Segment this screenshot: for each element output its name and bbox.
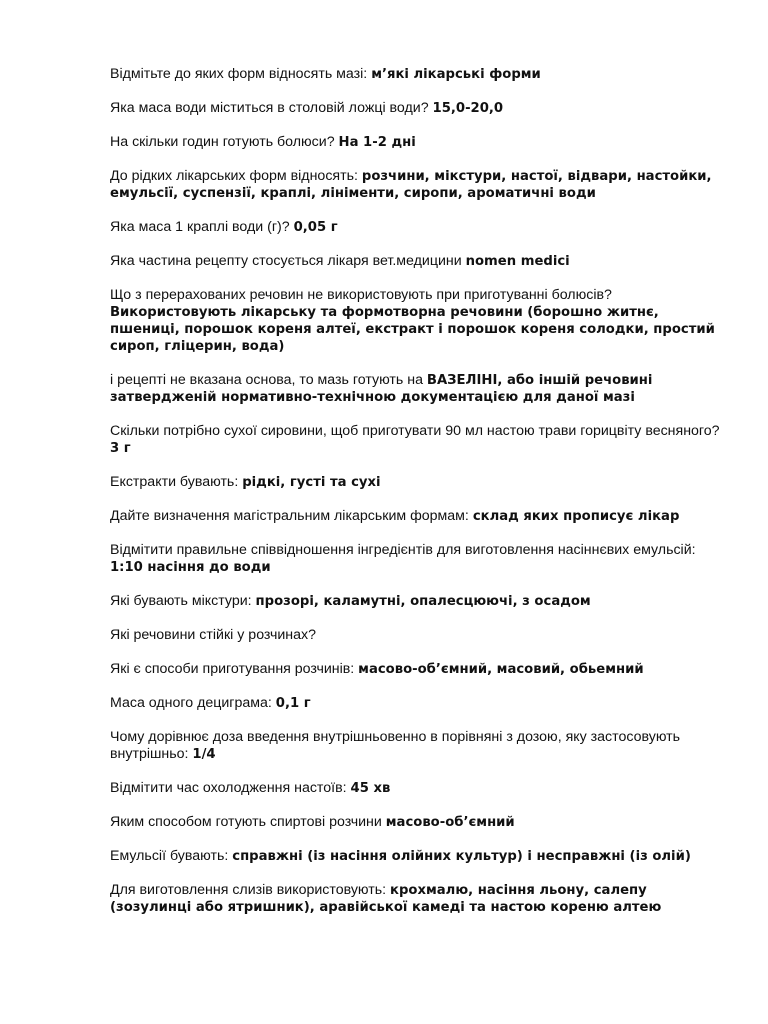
qa-item xyxy=(110,134,725,151)
qa-item xyxy=(110,168,725,202)
qa-item xyxy=(110,627,725,644)
question-text: Скільки потрібно сухої сировини, щоб приготувати 90 мл настою трави горицвіту весняного? xyxy=(110,423,720,439)
answer-text: прозорі, каламутні, опалесцюючі, з осадом xyxy=(255,594,591,609)
answer-text: ВАЗЕЛІНІ, або іншій речовині затвердженій нормативно-технічною документацією для даної мазі xyxy=(110,373,653,405)
qa-item xyxy=(110,508,725,525)
qa-item xyxy=(110,882,725,916)
question-text: До рідких лікарських форм відносять: xyxy=(110,168,362,184)
question-text: Яка маса 1 краплі води (г)? xyxy=(110,219,294,235)
answer-text: рідкі, густі та сухі xyxy=(242,475,381,490)
question-text: Яким способом готують спиртові розчини xyxy=(110,814,386,830)
qa-item xyxy=(110,814,725,831)
document-body xyxy=(110,66,725,933)
qa-item xyxy=(110,253,725,270)
question-text: Які речовини стійкі у розчинах? xyxy=(110,627,316,643)
question-text: Чому дорівнює доза введення внутрішньовенно в порівняні з дозою, яку застосовують внутрішньо: xyxy=(110,729,681,762)
question-text: Екстракти бувають: xyxy=(110,474,243,490)
answer-text: 0,05 г xyxy=(293,220,338,235)
question-text: Яка маса води міститься в столовій ложці води? xyxy=(110,100,433,116)
qa-item xyxy=(110,661,725,678)
qa-item xyxy=(110,848,725,865)
question-text: і рецепті не вказана основа, то мазь готують на xyxy=(110,372,427,388)
question-text: Відмітьте до яких форм відносять мазі: xyxy=(110,66,372,82)
answer-text: На 1-2 дні xyxy=(338,135,416,150)
answer-text: масово-об’ємний xyxy=(385,815,515,830)
qa-item xyxy=(110,474,725,491)
question-text: Що з перерахованих речовин не використовують при приготуванні болюсів? xyxy=(110,287,612,303)
qa-item xyxy=(110,287,725,355)
qa-item xyxy=(110,100,725,117)
question-text: Маса одного дециграма: xyxy=(110,695,276,711)
answer-text: 45 хв xyxy=(350,781,391,796)
question-text: Відмітити час охолодження настоїв: xyxy=(110,780,351,796)
qa-item xyxy=(110,66,725,83)
answer-text: 15,0-20,0 xyxy=(432,101,504,116)
answer-text: 3 г xyxy=(110,441,131,456)
answer-text: масово-об’ємний, масовий, обьемний xyxy=(358,662,644,677)
answer-text: 1/4 xyxy=(192,747,216,762)
question-text: Емульсії бувають: xyxy=(110,848,233,864)
answer-text: 1:10 насіння до води xyxy=(110,560,271,575)
answer-text: крохмалю, насіння льону, салепу (зозулинці або ятришник), аравійської камеді та настою кореню алтею xyxy=(110,883,662,915)
question-text: Яка частина рецепту стосується лікаря вет.медицини xyxy=(110,253,466,269)
answer-text: розчини, мікстури, настої, відвари, настойки, емульсії, суспензії, краплі, лініменти, сиропи, ароматичні води xyxy=(110,169,712,201)
answer-text: склад яких прописує лікар xyxy=(472,509,680,524)
qa-item xyxy=(110,593,725,610)
question-text: Які є способи приготування розчинів: xyxy=(110,661,359,677)
qa-item xyxy=(110,729,725,763)
answer-text: м’які лікарські форми xyxy=(371,67,541,82)
answer-text: 0,1 г xyxy=(275,696,311,711)
question-text: На скільки годин готують болюси? xyxy=(110,134,339,150)
answer-text: nomen medici xyxy=(465,254,570,269)
question-text: Відмітити правильне співвідношення інгредієнтів для виготовлення насіннєвих емульсій: xyxy=(110,542,696,558)
question-text: Для виготовлення слизів використовують: xyxy=(110,882,391,898)
qa-item xyxy=(110,372,725,406)
qa-item xyxy=(110,695,725,712)
question-text: Дайте визначення магістральним лікарським формам: xyxy=(110,508,473,524)
answer-text: справжні (із насіння олійних культур) і несправжні (із олій) xyxy=(232,849,691,864)
qa-item xyxy=(110,780,725,797)
qa-item xyxy=(110,542,725,576)
qa-item xyxy=(110,423,725,457)
answer-text: Використовують лікарську та формотворна речовини (борошно житнє, пшениці, порошок кореня алтеї, екстракт і порошок кореня солодки, простий сироп, гліцерин, вода) xyxy=(110,305,715,354)
question-text: Які бувають мікстури: xyxy=(110,593,256,609)
qa-item xyxy=(110,219,725,236)
